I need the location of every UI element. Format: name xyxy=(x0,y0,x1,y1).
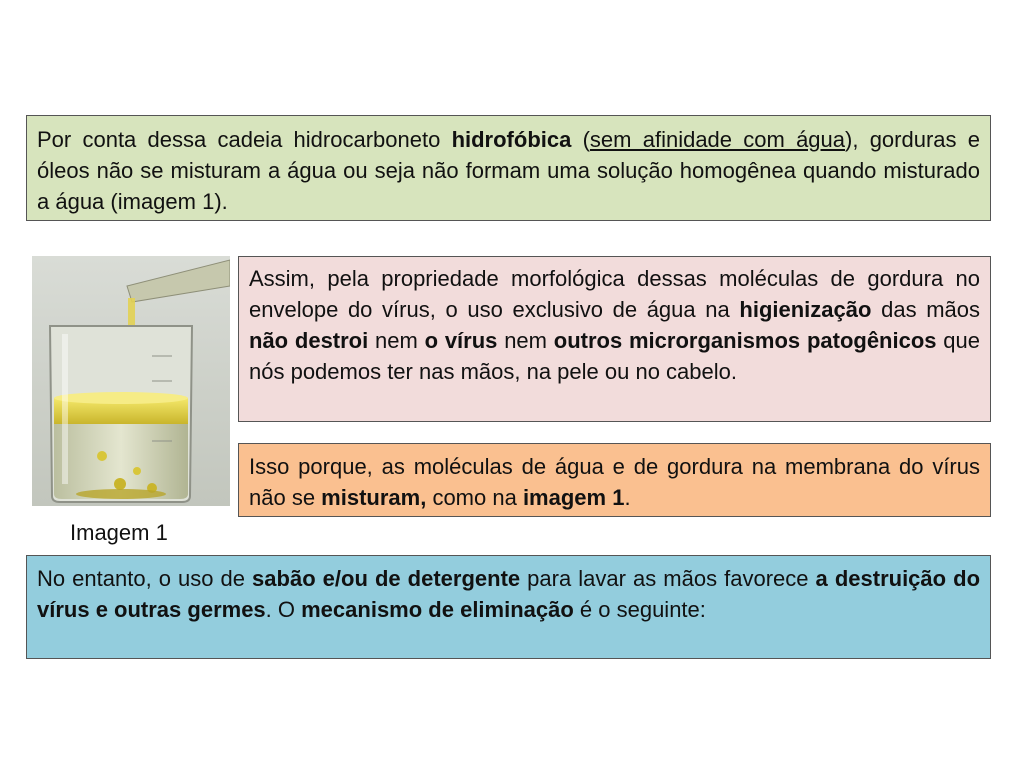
text-box-explanation xyxy=(238,443,991,517)
text: Isso porque, as moléculas de água e de gordura na membrana do vírus não se xyxy=(249,454,980,510)
bold-text: sabão e/ou de detergente xyxy=(252,566,521,591)
text: é o seguinte: xyxy=(573,597,706,622)
bold-text: outros microrganismos patogênicos xyxy=(553,328,937,353)
bold-text: hidrofóbica xyxy=(451,127,572,152)
text: Por conta dessa cadeia hidrocarboneto xyxy=(37,127,452,152)
text: como na xyxy=(426,485,523,510)
text: nem xyxy=(368,328,425,353)
text: Assim, pela propriedade morfológica dessas moléculas de gordura no envelope do vírus, o uso exclusivo de água na xyxy=(249,266,980,322)
text: nem xyxy=(497,328,554,353)
beaker-image xyxy=(32,256,230,506)
text: para lavar as mãos favorece xyxy=(520,566,816,591)
beaker-oil-water-photo xyxy=(32,256,230,506)
text: . O xyxy=(265,597,302,622)
image-caption: Imagem 1 xyxy=(70,520,168,545)
text: das mãos xyxy=(871,297,981,322)
text-box-soap xyxy=(26,555,991,659)
bold-text: não destroi xyxy=(249,328,369,353)
underlined-text: sem afinidade com água xyxy=(589,127,846,152)
text: que nós podemos ter nas mãos, na pele ou no cabelo. xyxy=(249,328,980,384)
bold-text: a destruição do vírus e outras germes xyxy=(37,566,981,622)
text: No entanto, o uso de xyxy=(37,566,253,591)
text: . xyxy=(624,485,631,510)
text: ), gorduras e óleos não se misturam a água ou seja não formam uma solução homogênea quando misturado a água (imagem 1). xyxy=(37,127,980,214)
text-box-hydrophobic xyxy=(26,115,991,221)
bold-text: imagem 1 xyxy=(522,485,625,510)
bold-text: mecanismo de eliminação xyxy=(301,597,574,622)
text-box-morphology xyxy=(238,256,991,422)
bold-text: o vírus xyxy=(424,328,498,353)
bold-text: higienização xyxy=(739,297,872,322)
text: ( xyxy=(571,127,590,152)
bold-text: misturam, xyxy=(321,485,427,510)
